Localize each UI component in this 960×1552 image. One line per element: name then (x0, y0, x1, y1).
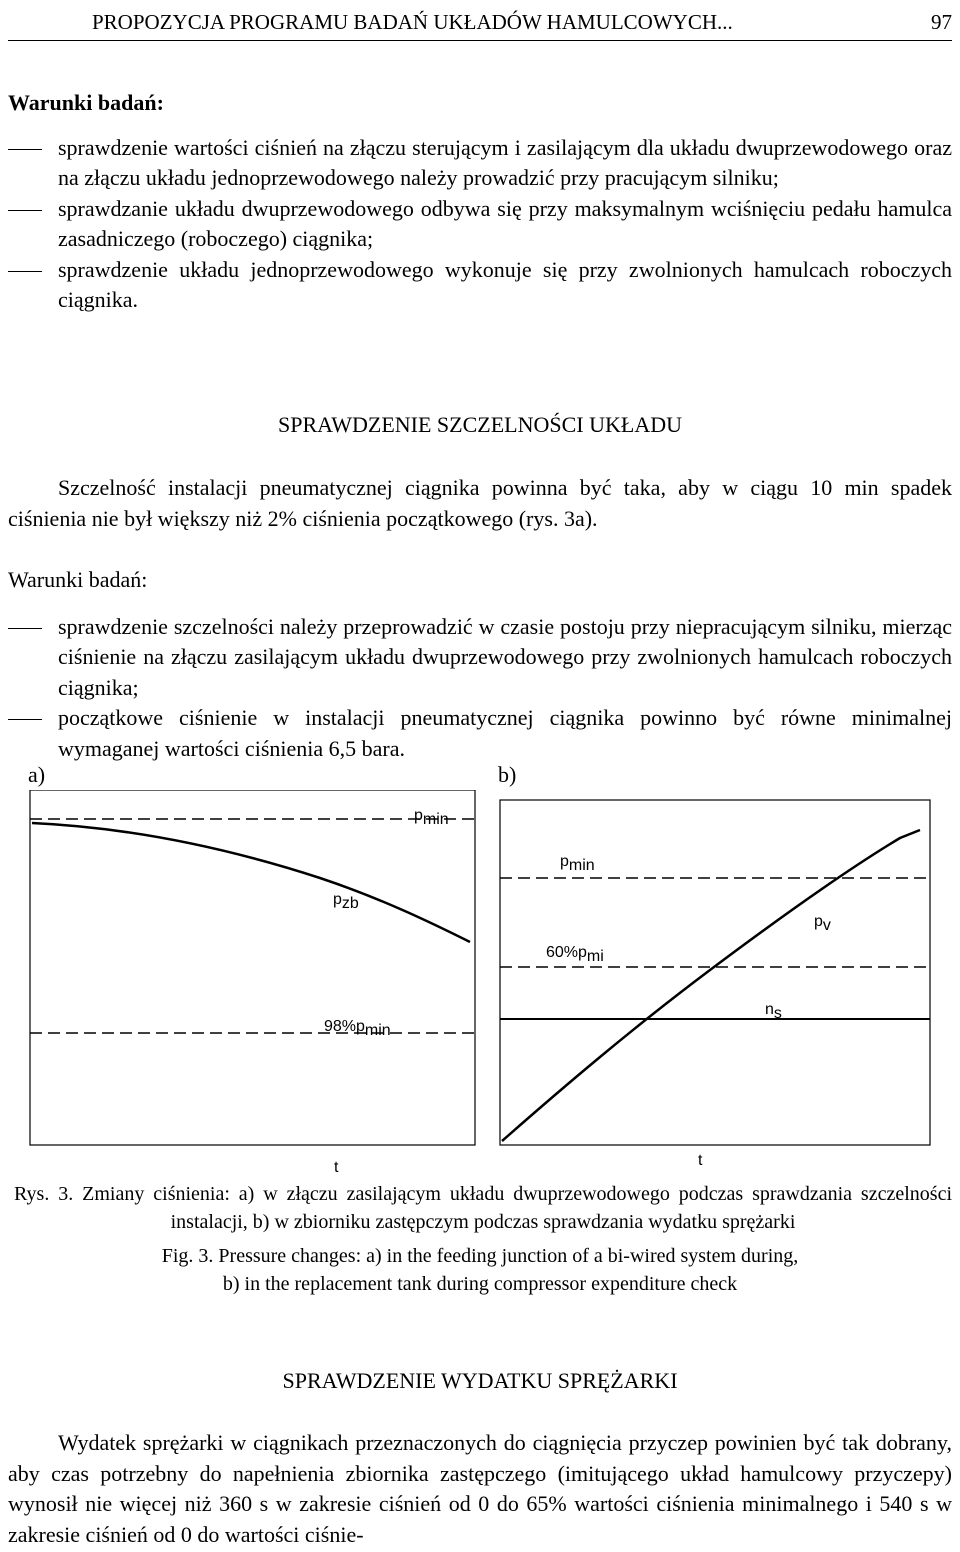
section-tightness-conditions (8, 565, 952, 764)
label-98pmin: 98%pmin (324, 1018, 391, 1039)
label-pmin: pmin (560, 853, 595, 874)
section-heading: Warunki badań: (8, 90, 164, 115)
list-item: sprawdzanie układu dwuprzewodowego odbywa się przy maksymalnym wciśnięciu pedału hamulca zasadniczego (roboczego) ciągnika; (58, 195, 952, 251)
pzb-curve (32, 823, 470, 942)
x-axis-label: t (698, 1152, 703, 1169)
label-ns: ns (765, 1001, 782, 1022)
section-paragraph: Szczelność instalacji pneumatycznej ciągnika powinna być taka, aby w ciągu 10 min spadek ciśnienia nie był większy niż 2% ciśnienia początkowego (rys. 3a). (8, 475, 952, 531)
x-axis-label: t (334, 1159, 339, 1176)
section-heading: Warunki badań: (8, 567, 148, 592)
section-paragraph: Wydatek sprężarki w ciągnikach przeznaczonych do ciągnięcia przyczep powinien być tak dobrany, aby czas potrzebny do napełnienia zbiornika zastępczego (imitującego układ hamulcowy przyczepy) wynosił nie więcej niż 360 s w zakresie ciśnień od 0 do 65% wartości ciśnienia minimalnego i 540 s w zakresie ciśnień od 0 do wartości ciśnie- (8, 1430, 952, 1547)
page-number: 97 (931, 10, 952, 34)
caption-english-line2: b) in the replacement tank during compressor expenditure check (222, 1273, 738, 1295)
section-title: SPRAWDZENIE WYDATKU SPRĘŻARKI (282, 1368, 678, 1393)
caption-polish: Rys. 3. Zmiany ciśnienia: a) w złączu zasilającym układu dwuprzewodowego podczas sprawdzania szczelności instalacji, b) w zbiorniku zastępczym podczas sprawdzania wydatku sprężarki (14, 1183, 952, 1233)
figure-b-diagram (480, 790, 960, 1180)
label-60pmin: 60%pmi (546, 944, 604, 965)
label-pzb: pzb (333, 891, 359, 912)
panel-label-a: a) (28, 762, 46, 787)
label-pv: pv (814, 913, 831, 934)
figure-a-diagram (0, 790, 490, 1180)
list-item: sprawdzenie układu jednoprzewodowego wykonuje się przy zwolnionych hamulcach roboczych ciągnika. (58, 256, 952, 312)
list-item: sprawdzenie szczelności należy przeprowadzić w czasie postoju przy niepracującym silniku, mierząc ciśnienie na złączu zasilającym układu dwuprzewodowego przy zwolnionych hamulcach roboczych ciągnika; (58, 613, 952, 700)
section-test-conditions (8, 88, 952, 316)
running-title: PROPOZYCJA PROGRAMU BADAŃ UKŁADÓW HAMULCOWYCH... (92, 10, 733, 34)
list-item: sprawdzenie wartości ciśnień na złączu sterującym i zasilającym dla układu dwuprzewodowego oraz na złączu układu jednoprzewodowego należy prowadzić przy pracującym silniku; (58, 134, 952, 190)
label-pmin: pmin (414, 807, 449, 828)
plot-frame (30, 790, 475, 1145)
pv-curve (502, 830, 920, 1141)
running-header (8, 6, 952, 41)
plot-frame (500, 800, 930, 1145)
panel-label-b: b) (498, 762, 517, 787)
caption-english-line1: Fig. 3. Pressure changes: a) in the feeding junction of a bi-wired system during, (161, 1245, 799, 1267)
list-item: początkowe ciśnienie w instalacji pneumatycznej ciągnika powinno być równe minimalnej wymaganej wartości ciśnienia 6,5 bara. (58, 705, 952, 761)
section-title: SPRAWDZENIE SZCZELNOŚCI UKŁADU (277, 412, 682, 437)
